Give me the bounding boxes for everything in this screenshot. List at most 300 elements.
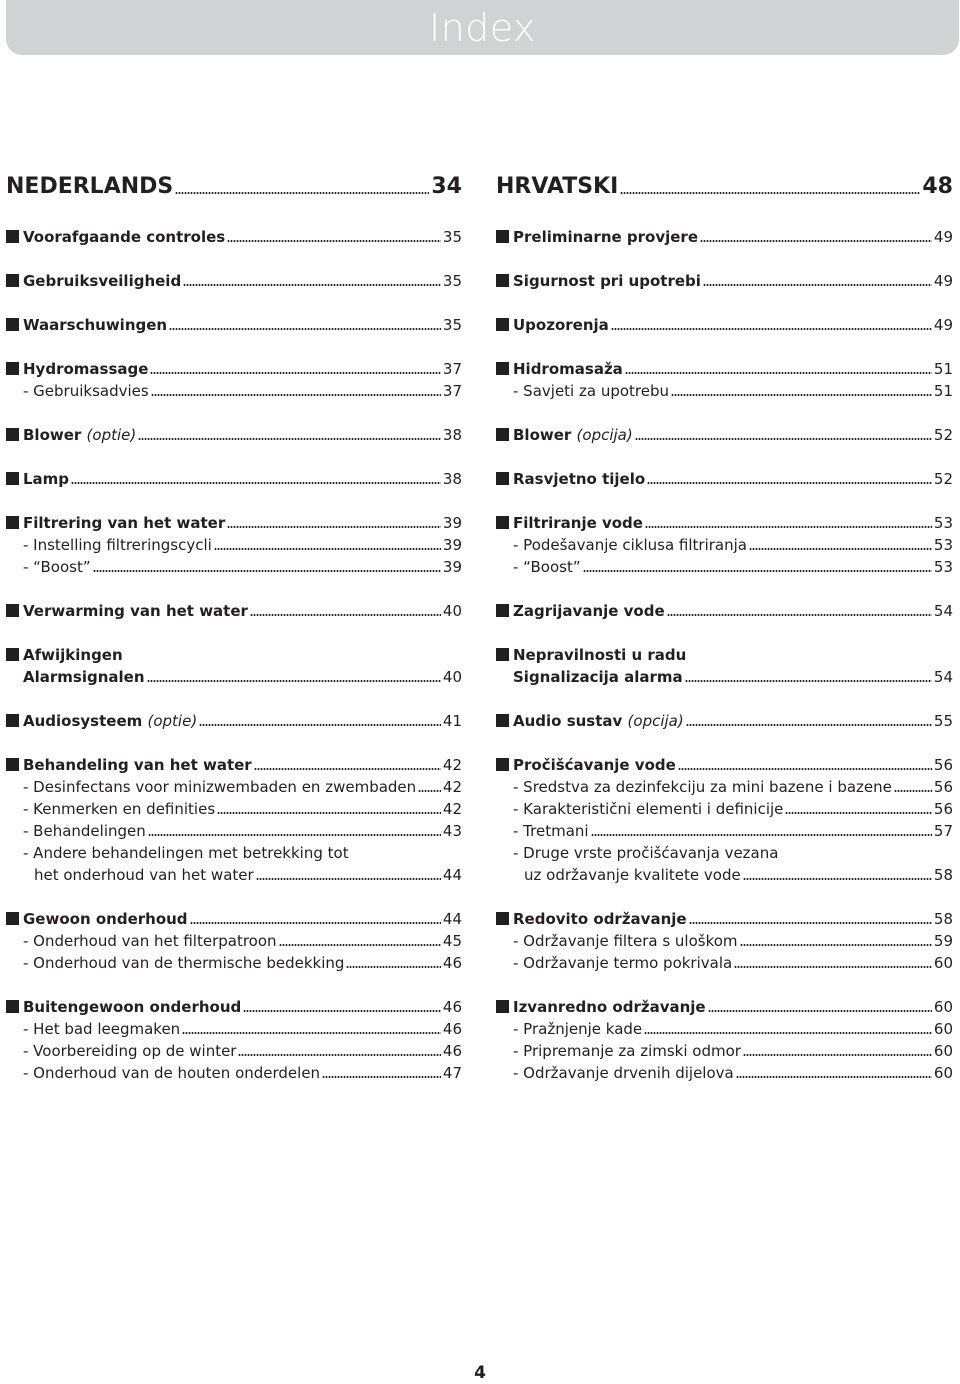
toc-entry-label <box>23 228 225 246</box>
toc-entry[interactable] <box>496 510 953 532</box>
toc-entry-text: - Onderhoud van de thermische bedekking <box>23 954 345 972</box>
toc-entry-label <box>23 954 344 972</box>
leader-dots <box>151 394 441 396</box>
toc-entry-page: 42 <box>442 800 462 818</box>
leader-dots <box>689 922 932 924</box>
toc-entry-page: 56 <box>933 778 953 796</box>
toc-subentry[interactable] <box>6 1016 462 1038</box>
toc-entry-text: Alarmsignalen <box>23 668 145 686</box>
toc-entry-label <box>23 470 69 488</box>
toc-entry-text: Afwijkingen <box>23 646 123 664</box>
leader-dots <box>71 482 441 484</box>
section-heading-page: 48 <box>922 174 953 199</box>
leader-dots <box>243 1010 441 1012</box>
leader-dots <box>254 768 441 770</box>
toc-subentry[interactable] <box>6 1038 462 1060</box>
toc-entry-page: 56 <box>933 800 953 818</box>
square-bullet-icon <box>496 648 509 661</box>
toc-entry[interactable] <box>496 356 953 378</box>
toc-entry-label <box>513 932 738 950</box>
toc-entry-text: - Behandelingen <box>23 822 146 840</box>
toc-entry-text: - Gebruiksadvies <box>23 382 149 400</box>
toc-entry[interactable] <box>6 598 462 620</box>
toc-entry-page: 53 <box>933 536 953 554</box>
toc-subentry[interactable] <box>6 862 462 884</box>
toc-entry-label <box>23 1020 180 1038</box>
toc-entry[interactable] <box>496 906 953 928</box>
toc-entry-label <box>23 822 146 840</box>
toc-entry-page: 46 <box>442 954 462 972</box>
leader-dots <box>183 284 441 286</box>
toc-entry-text: - Onderhoud van het filterpatroon <box>23 932 277 950</box>
leader-dots <box>214 548 441 550</box>
toc-entry[interactable] <box>496 752 953 774</box>
toc-entry[interactable] <box>6 466 462 488</box>
toc-entry-label <box>513 426 633 444</box>
toc-entry-page: 60 <box>933 954 953 972</box>
square-bullet-icon <box>6 912 19 925</box>
toc-entry[interactable] <box>6 268 462 290</box>
toc-entry-label <box>513 1020 642 1038</box>
leader-dots <box>685 680 932 682</box>
square-bullet-icon <box>6 318 19 331</box>
toc-entry-note: (opcija) <box>576 426 633 444</box>
toc-entry-page: 54 <box>933 602 953 620</box>
toc-entry-label <box>524 866 741 884</box>
toc-entry-page: 42 <box>442 778 462 796</box>
square-bullet-icon <box>6 362 19 375</box>
toc-entry-label <box>34 866 254 884</box>
toc-entry-page: 44 <box>442 866 462 884</box>
toc-entry-text: Nepravilnosti u radu <box>513 646 687 664</box>
toc-entry-text: Behandeling van het water <box>23 756 252 774</box>
toc-entry-page: 39 <box>442 536 462 554</box>
toc-entry-page: 45 <box>442 932 462 950</box>
leader-dots <box>227 240 441 242</box>
toc-entry[interactable] <box>6 752 462 774</box>
toc-entry[interactable] <box>496 422 953 444</box>
toc-entry-page: 57 <box>933 822 953 840</box>
leader-dots <box>591 834 932 836</box>
toc-subentry[interactable] <box>6 532 462 554</box>
leader-dots <box>703 284 932 286</box>
toc-entry-label <box>23 756 252 774</box>
leader-dots <box>148 834 441 836</box>
toc-entry-label <box>513 712 684 730</box>
toc-subentry[interactable] <box>496 840 953 862</box>
toc-entry-label <box>23 910 188 928</box>
leader-dots <box>667 614 932 616</box>
toc-entry-label <box>23 602 248 620</box>
toc-subentry[interactable] <box>6 774 462 796</box>
leader-dots <box>785 812 932 814</box>
toc-entry[interactable] <box>496 994 953 1016</box>
toc-entry-page: 56 <box>933 756 953 774</box>
toc-entry-note: (optie) <box>86 426 137 444</box>
toc-entry-label <box>513 1042 741 1060</box>
leader-dots <box>199 724 441 726</box>
toc-entry-page: 38 <box>442 426 462 444</box>
toc-entry[interactable] <box>6 422 462 444</box>
toc-entry[interactable] <box>496 224 953 246</box>
toc-entry-text: - Het bad leegmaken <box>23 1020 181 1038</box>
toc-entry-text: - Kenmerken en definities <box>23 800 216 818</box>
toc-entry-page: 37 <box>442 382 462 400</box>
toc-entry-text: Hydromassage <box>23 360 149 378</box>
toc-subentry[interactable] <box>496 862 953 884</box>
toc-entry-page: 39 <box>442 514 462 532</box>
toc-entry-label <box>23 272 181 290</box>
toc-entry-label <box>513 998 706 1016</box>
toc-entry[interactable] <box>496 708 953 730</box>
toc-entry-label <box>513 800 783 818</box>
toc-entry-text: - Pripremanje za zimski odmor <box>513 1042 741 1060</box>
toc-entry-label <box>513 470 645 488</box>
square-bullet-icon <box>6 230 19 243</box>
leader-dots <box>169 328 441 330</box>
leader-dots <box>635 438 932 440</box>
toc-entry-page: 37 <box>442 360 462 378</box>
square-bullet-icon <box>496 714 509 727</box>
toc-subentry[interactable] <box>496 1016 953 1038</box>
toc-entry-label <box>513 228 698 246</box>
toc-entry-label <box>23 668 145 686</box>
toc-entry-text: - Pražnjenje kade <box>513 1020 643 1038</box>
toc-entry-page: 53 <box>933 558 953 576</box>
square-bullet-icon <box>496 362 509 375</box>
toc-entry-page: 51 <box>933 382 953 400</box>
leader-dots <box>736 1076 932 1078</box>
toc-entry-text: Audio sustav <box>513 712 623 730</box>
toc-entry[interactable] <box>6 356 462 378</box>
leader-dots <box>700 240 932 242</box>
toc-entry[interactable] <box>6 906 462 928</box>
toc-entry-label <box>23 558 91 576</box>
leader-dots <box>686 724 932 726</box>
leader-dots <box>227 526 441 528</box>
section-heading-label: HRVATSKI <box>496 174 619 199</box>
toc-entry-label <box>513 668 683 686</box>
toc-entry-text: Blower <box>23 426 82 444</box>
leader-dots <box>256 878 441 880</box>
toc-entry-label <box>513 360 623 378</box>
square-bullet-icon <box>496 1000 509 1013</box>
toc-entry-page: 35 <box>442 228 462 246</box>
toc-entry-label <box>513 910 687 928</box>
toc-entry-label <box>513 822 589 840</box>
toc-entry-label <box>23 426 136 444</box>
toc-entry-page: 55 <box>933 712 953 730</box>
toc-entry-label <box>513 316 609 334</box>
toc-entry-label <box>23 360 148 378</box>
toc-entry-text: Lamp <box>23 470 70 488</box>
toc-entry-label <box>513 646 686 664</box>
toc-entry-label <box>513 558 581 576</box>
toc-entry-text: Verwarming van het water <box>23 602 248 620</box>
toc-entry-text: Rasvjetno tijelo <box>513 470 646 488</box>
toc-entry[interactable] <box>496 466 953 488</box>
toc-entry-text: - Karakteristični elementi i definicije <box>513 800 784 818</box>
toc-entry-label <box>23 932 277 950</box>
section-heading-page: 34 <box>431 174 462 199</box>
toc-entry-label <box>23 712 197 730</box>
toc-entry-text: Gebruiksveiligheid <box>23 272 182 290</box>
toc-subentry[interactable] <box>496 818 953 840</box>
toc-entry-text: het onderhoud van het water <box>34 866 254 884</box>
square-bullet-icon <box>496 230 509 243</box>
toc-entry-note: (opcija) <box>627 712 684 730</box>
toc-entry[interactable] <box>496 268 953 290</box>
leader-dots <box>93 570 441 572</box>
leader-dots <box>217 812 441 814</box>
toc-entry-label <box>513 1064 734 1082</box>
toc-entry[interactable] <box>6 994 462 1016</box>
toc-entry-text: - Održavanje drvenih dijelova <box>513 1064 734 1082</box>
toc-entry-text: - Savjeti za upotrebu <box>513 382 669 400</box>
square-bullet-icon <box>6 472 19 485</box>
toc-subentry[interactable] <box>6 554 462 576</box>
toc-entry-text: Audiosysteem <box>23 712 143 730</box>
toc-entry-text: - Andere behandelingen met betrekking tot <box>23 844 349 862</box>
leader-dots <box>279 944 441 946</box>
square-bullet-icon <box>6 516 19 529</box>
toc-entry-page: 60 <box>933 1042 953 1060</box>
square-bullet-icon <box>496 274 509 287</box>
toc-entry-text: Filtriranje vode <box>513 514 643 532</box>
toc-entry[interactable] <box>6 312 462 334</box>
leader-dots <box>671 394 932 396</box>
toc-subentry[interactable] <box>496 1038 953 1060</box>
square-bullet-icon <box>496 428 509 441</box>
toc-entry-label <box>23 1064 320 1082</box>
toc-entry-page: 39 <box>442 558 462 576</box>
toc-subentry[interactable] <box>6 950 462 972</box>
toc-entry-page: 53 <box>933 514 953 532</box>
toc-entry-text: - Održavanje termo pokrivala <box>513 954 733 972</box>
toc-entry-label <box>23 778 416 796</box>
toc-entry[interactable] <box>496 642 953 664</box>
section-heading <box>496 174 953 200</box>
leader-dots <box>238 1054 440 1056</box>
toc-entry-page: 52 <box>933 426 953 444</box>
toc-entry-page: 41 <box>442 712 462 730</box>
toc-subentry[interactable] <box>496 554 953 576</box>
toc-entry-label <box>23 514 225 532</box>
toc-subentry[interactable] <box>6 818 462 840</box>
leader-dots <box>625 372 932 374</box>
square-bullet-icon <box>6 604 19 617</box>
toc-entry-label <box>23 844 349 862</box>
toc-entry-text: Blower <box>513 426 572 444</box>
toc-subentry[interactable] <box>496 928 953 950</box>
leader-dots <box>583 570 932 572</box>
toc-subentry[interactable] <box>496 1060 953 1082</box>
toc-entry-text: Hidromasaža <box>513 360 623 378</box>
toc-entry-page: 42 <box>442 756 462 774</box>
toc-entry-page: 60 <box>933 998 953 1016</box>
leader-dots <box>645 526 932 528</box>
section-heading-label: NEDERLANDS <box>6 174 174 199</box>
toc-entry-page: 35 <box>442 316 462 334</box>
toc-subentry[interactable] <box>6 928 462 950</box>
toc-entry-page: 54 <box>933 668 953 686</box>
toc-entry-page: 60 <box>933 1020 953 1038</box>
toc-entry-text: - Instelling filtreringscycli <box>23 536 212 554</box>
toc-entry-label <box>23 646 123 664</box>
toc-entry-text: - Podešavanje ciklusa filtriranja <box>513 536 747 554</box>
square-bullet-icon <box>6 1000 19 1013</box>
toc-subentry[interactable] <box>496 950 953 972</box>
toc-entry-text: Izvanredno održavanje <box>513 998 706 1016</box>
toc-entry-text: uz održavanje kvalitete vode <box>524 866 741 884</box>
toc-entry-label <box>513 602 665 620</box>
toc-subentry[interactable] <box>496 664 953 686</box>
square-bullet-icon <box>496 604 509 617</box>
toc-subentry[interactable] <box>496 378 953 400</box>
toc-entry-label <box>23 536 212 554</box>
leader-dots <box>743 1054 932 1056</box>
toc-entry-page: 46 <box>442 1020 462 1038</box>
toc-entry-text: - Druge vrste pročišćavanja vezana <box>513 844 779 862</box>
toc-entry-text: - “Boost” <box>513 558 581 576</box>
toc-subentry[interactable] <box>6 664 462 686</box>
toc-entry-label <box>513 382 669 400</box>
toc-subentry[interactable] <box>6 378 462 400</box>
toc-entry-text: Waarschuwingen <box>23 316 168 334</box>
leader-dots <box>647 482 932 484</box>
toc-entry-text: - Voorbereiding op de winter <box>23 1042 237 1060</box>
leader-dots <box>743 878 932 880</box>
toc-entry-label <box>513 756 676 774</box>
toc-entry-label <box>23 998 241 1016</box>
toc-entry-page: 49 <box>933 272 953 290</box>
square-bullet-icon <box>496 912 509 925</box>
toc-subentry[interactable] <box>496 774 953 796</box>
toc-entry[interactable] <box>6 224 462 246</box>
toc-subentry[interactable] <box>6 840 462 862</box>
leader-dots <box>147 680 441 682</box>
leader-dots <box>620 192 920 194</box>
index-header-banner <box>6 0 959 55</box>
leader-dots <box>708 1010 932 1012</box>
leader-dots <box>150 372 440 374</box>
toc-entry-label <box>513 954 732 972</box>
toc-entry-text: - Tretmani <box>513 822 589 840</box>
toc-entry-label <box>23 800 215 818</box>
leader-dots <box>182 1032 441 1034</box>
square-bullet-icon <box>6 648 19 661</box>
leader-dots <box>346 966 440 968</box>
leader-dots <box>894 790 932 792</box>
toc-entry-text: - Desinfectans voor minizwembaden en zwembaden <box>23 778 417 796</box>
toc-entry-page: 49 <box>933 316 953 334</box>
toc-entry-text: - Održavanje filtera s uloškom <box>513 932 738 950</box>
toc-entry[interactable] <box>6 642 462 664</box>
toc-entry-text: Gewoon onderhoud <box>23 910 188 928</box>
toc-entry-text: Pročišćavanje vode <box>513 756 676 774</box>
leader-dots <box>418 790 441 792</box>
leader-dots <box>740 944 932 946</box>
leader-dots <box>190 922 441 924</box>
toc-entry-text: - “Boost” <box>23 558 91 576</box>
toc-entry[interactable] <box>6 708 462 730</box>
leader-dots <box>678 768 932 770</box>
toc-entry-text: Sigurnost pri upotrebi <box>513 272 701 290</box>
toc-entry-text: Filtrering van het water <box>23 514 226 532</box>
toc-entry-text: Upozorenja <box>513 316 609 334</box>
toc-entry-page: 60 <box>933 1064 953 1082</box>
toc-subentry[interactable] <box>6 796 462 818</box>
toc-entry-label <box>513 844 778 862</box>
toc-entry-page: 52 <box>933 470 953 488</box>
toc-entry-text: Preliminarne provjere <box>513 228 698 246</box>
page-number: 4 <box>474 1363 486 1383</box>
toc-entry-page: 46 <box>442 998 462 1016</box>
toc-entry-label <box>23 382 149 400</box>
toc-entry-label <box>513 778 892 796</box>
toc-entry-label <box>513 536 747 554</box>
toc-entry-page: 40 <box>442 668 462 686</box>
toc-entry-page: 44 <box>442 910 462 928</box>
toc-entry[interactable] <box>496 598 953 620</box>
toc-entry-text: Redovito održavanje <box>513 910 687 928</box>
square-bullet-icon <box>6 428 19 441</box>
toc-entry-label <box>513 514 643 532</box>
toc-entry-page: 47 <box>442 1064 462 1082</box>
section-heading <box>6 174 462 200</box>
toc-entry-text: - Onderhoud van de houten onderdelen <box>23 1064 321 1082</box>
toc-entry-page: 49 <box>933 228 953 246</box>
toc-entry-page: 59 <box>933 932 953 950</box>
toc-entry-label <box>23 316 167 334</box>
toc-entry-page: 35 <box>442 272 462 290</box>
toc-entry-page: 43 <box>442 822 462 840</box>
toc-entry-text: Buitengewoon onderhoud <box>23 998 242 1016</box>
toc-entry-text: - Sredstva za dezinfekciju za mini bazene i bazene <box>513 778 892 796</box>
toc-subentry[interactable] <box>496 532 953 554</box>
toc-entry-text: Zagrijavanje vode <box>513 602 665 620</box>
leader-dots <box>175 192 429 194</box>
square-bullet-icon <box>496 472 509 485</box>
square-bullet-icon <box>496 516 509 529</box>
toc-entry-page: 51 <box>933 360 953 378</box>
toc-entry-page: 58 <box>933 866 953 884</box>
toc-entry-text: Signalizacija alarma <box>513 668 683 686</box>
leader-dots <box>749 548 932 550</box>
square-bullet-icon <box>496 318 509 331</box>
toc-entry-label <box>513 272 701 290</box>
toc-entry-note: (optie) <box>147 712 198 730</box>
toc-entry-page: 46 <box>442 1042 462 1060</box>
toc-entry-page: 38 <box>442 470 462 488</box>
leader-dots <box>644 1032 932 1034</box>
leader-dots <box>138 438 441 440</box>
square-bullet-icon <box>6 714 19 727</box>
page-title: Index <box>428 6 537 50</box>
square-bullet-icon <box>6 758 19 771</box>
toc-entry-text: Voorafgaande controles <box>23 228 226 246</box>
square-bullet-icon <box>6 274 19 287</box>
leader-dots <box>611 328 932 330</box>
toc-subentry[interactable] <box>496 796 953 818</box>
toc-subentry[interactable] <box>6 1060 462 1082</box>
toc-entry[interactable] <box>6 510 462 532</box>
toc-entry[interactable] <box>496 312 953 334</box>
leader-dots <box>322 1076 441 1078</box>
leader-dots <box>734 966 932 968</box>
toc-entry-label <box>23 1042 236 1060</box>
toc-entry-page: 58 <box>933 910 953 928</box>
